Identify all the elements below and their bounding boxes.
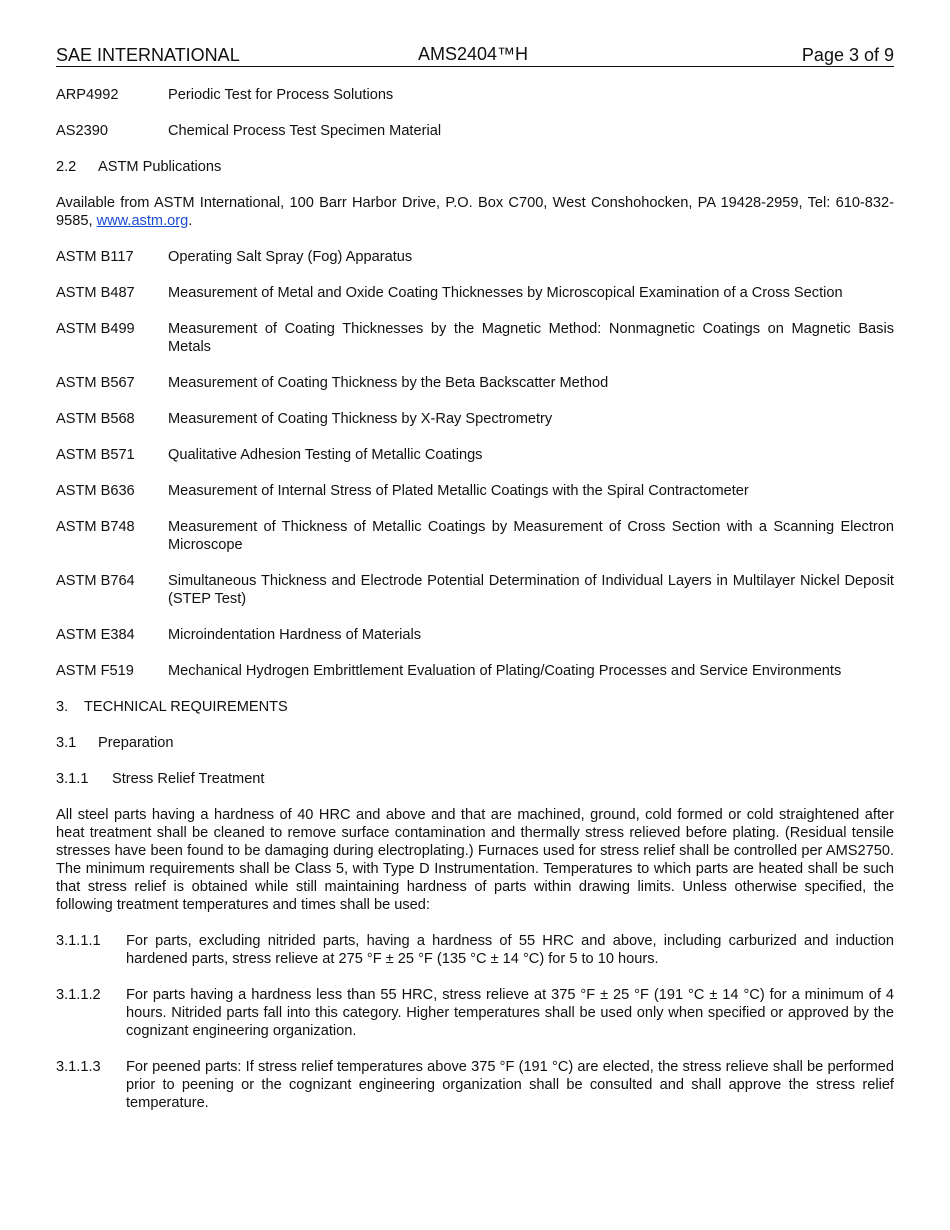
reference-code: ASTM B117: [56, 249, 134, 265]
reference-title: Mechanical Hydrogen Embrittlement Evaluation of Plating/Coating Processes and Service Environments: [168, 663, 842, 679]
subsection: [56, 986, 894, 1040]
reference-title: Measurement of Internal Stress of Plated Metallic Coatings with the Spiral Contractometer: [168, 483, 749, 499]
document-page: [56, 44, 894, 1112]
subsection-number: 3.1.1.2: [56, 987, 101, 1003]
reference-title: Periodic Test for Process Solutions: [168, 87, 394, 103]
reference-code: ASTM F519: [56, 663, 134, 679]
reference-code: ASTM B571: [56, 447, 135, 463]
reference-row: [56, 572, 894, 608]
header-org: SAE INTERNATIONAL: [56, 45, 240, 65]
section-heading-stress-relief: [56, 770, 894, 788]
section-heading-technical-requirements: [56, 698, 894, 716]
astm-availability-paragraph: [56, 194, 894, 230]
reference-code: ASTM B764: [56, 573, 135, 589]
availability-text: Available from ASTM International, 100 Barr Harbor Drive, P.O. Box C700, West Conshohocken, PA 19428-2959, Tel: 610-832-9585,: [56, 195, 894, 229]
reference-code: ASTM B487: [56, 285, 135, 301]
reference-title: Microindentation Hardness of Materials: [168, 627, 422, 643]
section-title: Stress Relief Treatment: [112, 771, 265, 787]
reference-title: Simultaneous Thickness and Electrode Potential Determination of Individual Layers in Multilayer Nickel Deposit (STEP Test): [168, 573, 894, 607]
reference-row: [56, 86, 894, 104]
reference-row: [56, 374, 894, 392]
reference-title: Chemical Process Test Specimen Material: [168, 123, 442, 139]
reference-row: [56, 518, 894, 554]
section-number: 3.: [56, 699, 69, 715]
reference-code: ASTM B568: [56, 411, 135, 427]
section-title: ASTM Publications: [98, 159, 222, 175]
reference-code: ASTM E384: [56, 627, 135, 643]
section-heading-astm: [56, 158, 894, 176]
reference-row: [56, 662, 894, 680]
subsection-text: For peened parts: If stress relief temperatures above 375 °F (191 °C) are elected, the stress relieve shall be performed prior to peening or the cognizant engineering organization shall be consulted and shall approve the stress relief temperature.: [126, 1059, 894, 1111]
reference-row: [56, 248, 894, 266]
reference-code: ASTM B567: [56, 375, 135, 391]
reference-row: [56, 284, 894, 302]
section-number: 2.2: [56, 159, 77, 175]
reference-code: ASTM B748: [56, 519, 135, 535]
subsection-number: 3.1.1.1: [56, 933, 101, 949]
subsection: [56, 932, 894, 968]
header-doc-number: AMS2404™H: [418, 44, 529, 64]
subsection: [56, 1058, 894, 1112]
reference-code: AS2390: [56, 123, 108, 139]
reference-row: [56, 482, 894, 500]
reference-title: Qualitative Adhesion Testing of Metallic Coatings: [168, 447, 483, 463]
reference-code: ASTM B499: [56, 321, 135, 337]
stress-relief-paragraph: All steel parts having a hardness of 40 HRC and above and that are machined, ground, cold formed or cold straightened after heat treatment shall be cleaned to remove surface contamination and thermally stress relieved before plating. (Residual tensile stresses have been found to be damaging during electroplating.) Furnaces used for stress relief shall be controlled per AMS2750. The minimum requirements shall be Class 5, with Type D Instrumentation. Temperatures to which parts are heated shall be such that stress relief is obtained while still maintaining hardness of parts within drawing limits. Unless otherwise specified, the following treatment temperatures and times shall be used:: [56, 807, 894, 913]
subsection-text: For parts, excluding nitrided parts, having a hardness of 55 HRC and above, including carburized and induction hardened parts, stress relieve at 275 °F ± 25 °F (135 °C ± 14 °C) for 5 to 10 hours.: [126, 933, 894, 967]
subsection-number: 3.1.1.3: [56, 1059, 101, 1075]
section-heading-preparation: [56, 734, 894, 752]
subsection-text: For parts having a hardness less than 55 HRC, stress relieve at 375 °F ± 25 °F (191 °C ± 14 °C) for a minimum of 4 hours. Nitrided parts fall into this category. Higher temperatures shall be used only when specified or approved by the cognizant engineering organization.: [126, 987, 894, 1039]
availability-tail: .: [188, 213, 193, 229]
reference-code: ASTM B636: [56, 483, 135, 499]
reference-row: [56, 626, 894, 644]
reference-title: Measurement of Coating Thickness by X-Ray Spectrometry: [168, 411, 553, 427]
reference-row: [56, 320, 894, 356]
reference-title: Measurement of Coating Thicknesses by the Magnetic Method: Nonmagnetic Coatings on Magnetic Basis Metals: [168, 321, 894, 355]
reference-title: Measurement of Thickness of Metallic Coatings by Measurement of Cross Section with a Scanning Electron Microscope: [168, 519, 894, 553]
page-header: [56, 44, 894, 67]
astm-website-link[interactable]: www.astm.org: [96, 213, 189, 229]
header-page-number: Page 3 of 9: [801, 45, 894, 65]
reference-row: [56, 122, 894, 140]
reference-row: [56, 410, 894, 428]
section-number: 3.1.1: [56, 771, 89, 787]
reference-row: [56, 446, 894, 464]
section-title: TECHNICAL REQUIREMENTS: [84, 699, 288, 715]
reference-title: Operating Salt Spray (Fog) Apparatus: [168, 249, 413, 265]
section-title: Preparation: [98, 735, 174, 751]
reference-code: ARP4992: [56, 87, 119, 103]
reference-title: Measurement of Coating Thickness by the Beta Backscatter Method: [168, 375, 609, 391]
section-number: 3.1: [56, 735, 77, 751]
reference-title: Measurement of Metal and Oxide Coating Thicknesses by Microscopical Examination of a Cross Section: [168, 285, 843, 301]
